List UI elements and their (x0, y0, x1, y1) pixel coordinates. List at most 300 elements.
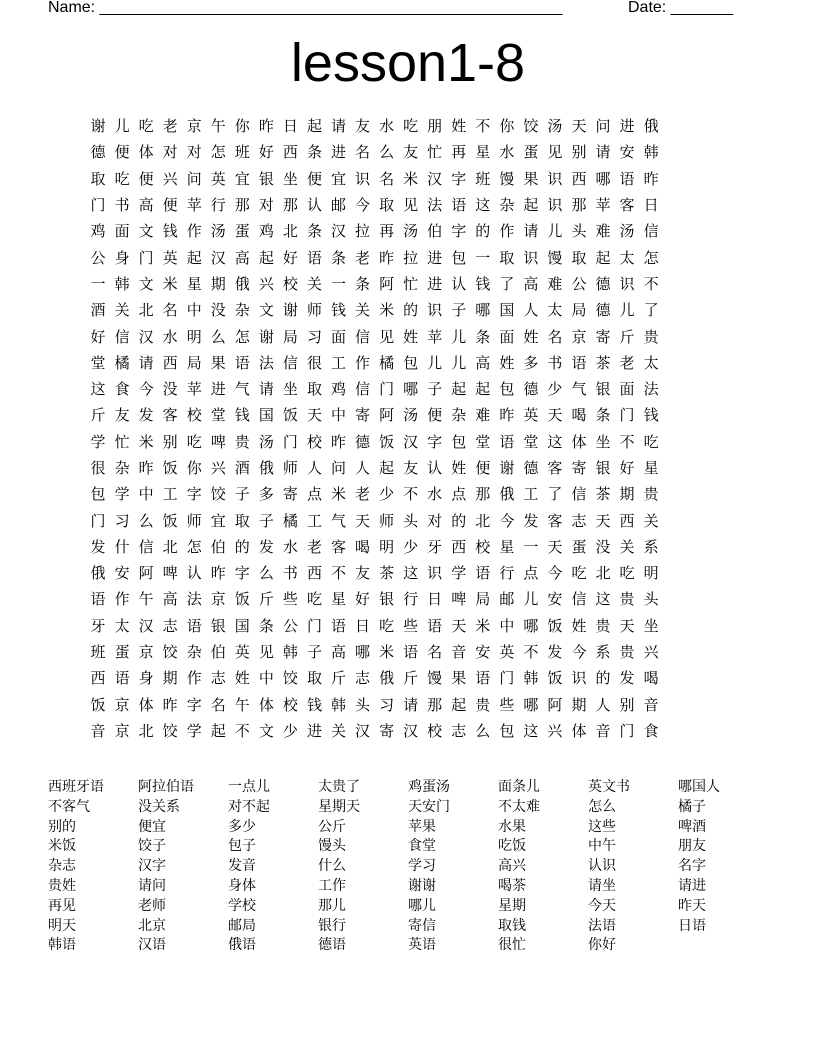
grid-cell[interactable]: 钱 (306, 695, 322, 714)
grid-cell[interactable]: 今 (499, 511, 515, 530)
grid-cell[interactable]: 子 (258, 511, 274, 530)
grid-cell[interactable]: 取 (306, 380, 322, 399)
grid-cell[interactable]: 伯 (427, 222, 443, 241)
grid-cell[interactable]: 局 (282, 327, 298, 346)
grid-cell[interactable]: 难 (547, 274, 563, 293)
grid-cell[interactable]: 阿 (379, 274, 395, 293)
grid-cell[interactable]: 字 (186, 485, 202, 504)
grid-cell[interactable]: 这 (595, 590, 611, 609)
grid-cell[interactable]: 饺 (282, 669, 298, 688)
grid-cell[interactable]: 起 (451, 380, 467, 399)
grid-cell[interactable]: 阿 (547, 695, 563, 714)
grid-cell[interactable]: 饭 (162, 459, 178, 477)
grid-cell[interactable]: 斤 (403, 669, 419, 688)
grid-cell[interactable]: 高 (475, 353, 491, 372)
grid-cell[interactable]: 京 (571, 327, 587, 346)
grid-cell[interactable]: 吃 (619, 564, 635, 583)
grid-cell[interactable]: 西 (90, 669, 106, 688)
grid-cell[interactable]: 见 (379, 327, 395, 346)
grid-cell[interactable]: 书 (547, 353, 563, 372)
grid-cell[interactable]: 条 (355, 274, 371, 293)
grid-cell[interactable]: 请 (595, 143, 611, 162)
grid-cell[interactable]: 作 (499, 222, 515, 241)
grid-cell[interactable]: 一 (523, 537, 539, 556)
grid-cell[interactable]: 天 (547, 537, 563, 556)
grid-cell[interactable]: 便 (162, 196, 178, 215)
grid-cell[interactable]: 儿 (451, 353, 467, 372)
grid-cell[interactable]: 那 (282, 196, 298, 215)
grid-cell[interactable]: 怎 (210, 143, 226, 162)
grid-cell[interactable]: 头 (571, 222, 587, 241)
grid-cell[interactable]: 吃 (114, 169, 130, 188)
grid-cell[interactable]: 贵 (619, 590, 635, 609)
grid-cell[interactable]: 学 (186, 721, 202, 740)
grid-cell[interactable]: 鸡 (330, 380, 346, 399)
grid-cell[interactable]: 茶 (379, 564, 395, 583)
grid-cell[interactable]: 难 (475, 406, 491, 425)
grid-cell[interactable]: 谢 (499, 459, 515, 477)
grid-cell[interactable]: 条 (330, 248, 346, 267)
grid-cell[interactable]: 身 (114, 248, 130, 267)
grid-cell[interactable]: 好 (355, 590, 371, 609)
grid-cell[interactable]: 贵 (595, 616, 611, 635)
grid-cell[interactable]: 德 (355, 432, 371, 451)
grid-cell[interactable]: 些 (499, 695, 515, 714)
grid-cell[interactable]: 哪 (523, 616, 539, 635)
grid-cell[interactable]: 友 (355, 564, 371, 583)
grid-cell[interactable]: 哪 (403, 380, 419, 399)
grid-cell[interactable]: 起 (451, 695, 467, 714)
grid-cell[interactable]: 怎 (234, 327, 250, 346)
grid-cell[interactable]: 安 (475, 643, 491, 662)
grid-cell[interactable]: 杂 (234, 301, 250, 320)
grid-cell[interactable]: 贵 (619, 643, 635, 662)
grid-cell[interactable]: 明 (379, 537, 395, 556)
grid-cell[interactable]: 今 (547, 564, 563, 583)
grid-cell[interactable]: 你 (499, 117, 515, 136)
grid-cell[interactable]: 兴 (258, 274, 274, 293)
grid-cell[interactable]: 点 (306, 485, 322, 504)
grid-cell[interactable]: 识 (427, 564, 443, 583)
grid-cell[interactable]: 英 (162, 248, 178, 267)
grid-cell[interactable]: 进 (427, 248, 443, 267)
grid-cell[interactable]: 人 (355, 459, 371, 477)
grid-cell[interactable]: 天 (595, 511, 611, 530)
grid-cell[interactable]: 不 (475, 117, 491, 136)
grid-cell[interactable]: 吃 (306, 590, 322, 609)
grid-cell[interactable]: 信 (571, 590, 587, 609)
grid-cell[interactable]: 请 (330, 117, 346, 136)
grid-cell[interactable]: 韩 (114, 274, 130, 293)
grid-cell[interactable]: 校 (306, 432, 322, 451)
grid-cell[interactable]: 作 (114, 590, 130, 609)
grid-cell[interactable]: 谢 (90, 117, 106, 136)
grid-cell[interactable]: 作 (186, 669, 202, 688)
grid-cell[interactable]: 日 (427, 590, 443, 609)
grid-cell[interactable]: 没 (595, 537, 611, 556)
grid-cell[interactable]: 儿 (114, 117, 130, 136)
grid-cell[interactable]: 系 (643, 537, 659, 556)
grid-cell[interactable]: 包 (451, 432, 467, 451)
grid-cell[interactable]: 见 (403, 196, 419, 215)
grid-cell[interactable]: 学 (90, 432, 106, 451)
grid-cell[interactable]: 书 (282, 564, 298, 583)
grid-cell[interactable]: 儿 (427, 353, 443, 372)
grid-cell[interactable]: 包 (451, 248, 467, 267)
grid-cell[interactable]: 天 (547, 406, 563, 425)
grid-cell[interactable]: 关 (114, 301, 130, 320)
grid-cell[interactable]: 这 (90, 380, 106, 399)
grid-cell[interactable]: 老 (355, 248, 371, 267)
grid-cell[interactable]: 见 (258, 643, 274, 662)
grid-cell[interactable]: 识 (547, 169, 563, 188)
grid-cell[interactable]: 语 (451, 196, 467, 215)
grid-cell[interactable]: 发 (258, 537, 274, 556)
grid-cell[interactable]: 信 (643, 222, 659, 241)
grid-cell[interactable]: 饭 (282, 406, 298, 425)
grid-cell[interactable]: 吃 (403, 117, 419, 136)
grid-cell[interactable]: 杂 (114, 459, 130, 477)
grid-cell[interactable]: 公 (90, 248, 106, 267)
grid-cell[interactable]: 头 (643, 590, 659, 609)
grid-cell[interactable]: 语 (403, 643, 419, 662)
grid-cell[interactable]: 姓 (403, 327, 419, 346)
grid-cell[interactable]: 贵 (475, 695, 491, 714)
grid-cell[interactable]: 不 (643, 274, 659, 293)
grid-cell[interactable]: 的 (475, 222, 491, 241)
grid-cell[interactable]: 老 (162, 117, 178, 136)
grid-cell[interactable]: 忙 (114, 432, 130, 451)
grid-cell[interactable]: 语 (90, 590, 106, 609)
grid-cell[interactable]: 语 (475, 669, 491, 688)
grid-cell[interactable]: 谢 (258, 327, 274, 346)
grid-cell[interactable]: 米 (403, 169, 419, 188)
grid-cell[interactable]: 门 (499, 669, 515, 688)
grid-cell[interactable]: 志 (210, 669, 226, 688)
grid-cell[interactable]: 音 (451, 643, 467, 662)
grid-cell[interactable]: 文 (258, 721, 274, 740)
grid-cell[interactable]: 北 (138, 301, 154, 320)
grid-cell[interactable]: 客 (619, 196, 635, 215)
grid-cell[interactable]: 么 (379, 143, 395, 162)
grid-cell[interactable]: 姓 (499, 353, 515, 372)
grid-cell[interactable]: 西 (306, 564, 322, 583)
grid-cell[interactable]: 气 (571, 380, 587, 399)
grid-cell[interactable]: 高 (523, 274, 539, 293)
grid-cell[interactable]: 昨 (162, 695, 178, 714)
grid-cell[interactable]: 校 (282, 695, 298, 714)
grid-cell[interactable]: 牙 (90, 616, 106, 635)
grid-cell[interactable]: 日 (355, 616, 371, 635)
grid-cell[interactable]: 饺 (210, 485, 226, 504)
grid-cell[interactable]: 忙 (427, 143, 443, 162)
grid-cell[interactable]: 中 (330, 406, 346, 425)
grid-cell[interactable]: 蛋 (234, 222, 250, 241)
grid-cell[interactable]: 苹 (186, 380, 202, 399)
grid-cell[interactable]: 名 (379, 169, 395, 188)
grid-cell[interactable]: 少 (379, 485, 395, 504)
grid-cell[interactable]: 酒 (90, 301, 106, 320)
grid-cell[interactable]: 音 (90, 721, 106, 740)
grid-cell[interactable]: 朋 (427, 117, 443, 136)
grid-cell[interactable]: 果 (523, 169, 539, 188)
grid-cell[interactable]: 饺 (162, 643, 178, 662)
grid-cell[interactable]: 汤 (403, 406, 419, 425)
grid-cell[interactable]: 星 (330, 590, 346, 609)
grid-cell[interactable]: 问 (330, 459, 346, 477)
grid-cell[interactable]: 坐 (282, 169, 298, 188)
grid-cell[interactable]: 银 (379, 590, 395, 609)
grid-cell[interactable]: 多 (258, 485, 274, 504)
grid-cell[interactable]: 了 (643, 301, 659, 320)
grid-cell[interactable]: 认 (306, 196, 322, 215)
grid-cell[interactable]: 吃 (138, 117, 154, 136)
grid-cell[interactable]: 钱 (643, 406, 659, 425)
grid-cell[interactable]: 字 (451, 169, 467, 188)
grid-cell[interactable]: 橘 (379, 353, 395, 372)
grid-cell[interactable]: 门 (619, 406, 635, 425)
grid-cell[interactable]: 斤 (90, 406, 106, 425)
grid-cell[interactable]: 么 (258, 564, 274, 583)
grid-cell[interactable]: 汤 (403, 222, 419, 241)
grid-cell[interactable]: 头 (355, 695, 371, 714)
grid-cell[interactable]: 水 (282, 537, 298, 556)
grid-cell[interactable]: 没 (210, 301, 226, 320)
grid-cell[interactable]: 关 (330, 721, 346, 740)
grid-cell[interactable]: 系 (595, 643, 611, 662)
grid-cell[interactable]: 北 (162, 537, 178, 556)
grid-cell[interactable]: 行 (499, 564, 515, 583)
grid-cell[interactable]: 俄 (379, 669, 395, 688)
grid-cell[interactable]: 贵 (234, 432, 250, 451)
grid-cell[interactable]: 多 (523, 353, 539, 372)
grid-cell[interactable]: 谢 (282, 301, 298, 320)
grid-cell[interactable]: 堂 (475, 432, 491, 451)
grid-cell[interactable]: 米 (379, 301, 395, 320)
grid-cell[interactable]: 气 (330, 511, 346, 530)
grid-cell[interactable]: 这 (475, 196, 491, 215)
grid-cell[interactable]: 发 (90, 537, 106, 556)
grid-cell[interactable]: 饺 (162, 721, 178, 740)
grid-cell[interactable]: 京 (138, 643, 154, 662)
grid-cell[interactable]: 条 (595, 406, 611, 425)
grid-cell[interactable]: 老 (619, 353, 635, 372)
grid-cell[interactable]: 伯 (210, 643, 226, 662)
grid-cell[interactable]: 今 (571, 643, 587, 662)
grid-cell[interactable]: 水 (427, 485, 443, 504)
grid-cell[interactable]: 校 (475, 537, 491, 556)
grid-cell[interactable]: 语 (186, 616, 202, 635)
grid-cell[interactable]: 茶 (595, 353, 611, 372)
grid-cell[interactable]: 天 (306, 406, 322, 425)
grid-cell[interactable]: 进 (210, 380, 226, 399)
grid-cell[interactable]: 哪 (355, 643, 371, 662)
grid-cell[interactable]: 关 (643, 511, 659, 530)
grid-cell[interactable]: 那 (427, 695, 443, 714)
grid-cell[interactable]: 老 (306, 537, 322, 556)
grid-cell[interactable]: 宜 (210, 511, 226, 530)
grid-cell[interactable]: 的 (451, 511, 467, 530)
grid-cell[interactable]: 馒 (427, 669, 443, 688)
grid-cell[interactable]: 局 (571, 301, 587, 320)
grid-cell[interactable]: 包 (499, 380, 515, 399)
grid-cell[interactable]: 信 (114, 327, 130, 346)
grid-cell[interactable]: 喝 (571, 406, 587, 425)
grid-cell[interactable]: 酒 (234, 459, 250, 477)
grid-cell[interactable]: 杂 (451, 406, 467, 425)
grid-cell[interactable]: 包 (90, 485, 106, 504)
grid-cell[interactable]: 寄 (571, 459, 587, 477)
grid-cell[interactable]: 拉 (355, 222, 371, 241)
grid-cell[interactable]: 音 (595, 721, 611, 740)
grid-cell[interactable]: 工 (523, 485, 539, 504)
grid-cell[interactable]: 德 (523, 459, 539, 477)
grid-cell[interactable]: 校 (427, 721, 443, 740)
grid-cell[interactable]: 班 (90, 643, 106, 662)
grid-cell[interactable]: 发 (138, 406, 154, 425)
grid-cell[interactable]: 饭 (90, 695, 106, 714)
grid-cell[interactable]: 兴 (162, 169, 178, 188)
grid-cell[interactable]: 友 (403, 143, 419, 162)
grid-cell[interactable]: 拉 (403, 248, 419, 267)
grid-cell[interactable]: 好 (90, 327, 106, 346)
grid-cell[interactable]: 志 (162, 616, 178, 635)
grid-cell[interactable]: 语 (306, 248, 322, 267)
grid-cell[interactable]: 门 (379, 380, 395, 399)
grid-cell[interactable]: 少 (282, 721, 298, 740)
grid-cell[interactable]: 少 (403, 537, 419, 556)
grid-cell[interactable]: 兴 (210, 459, 226, 477)
grid-cell[interactable]: 堂 (210, 406, 226, 425)
grid-cell[interactable]: 信 (282, 353, 298, 372)
grid-cell[interactable]: 起 (595, 248, 611, 267)
grid-cell[interactable]: 不 (523, 643, 539, 662)
grid-cell[interactable]: 没 (162, 380, 178, 399)
grid-cell[interactable]: 子 (234, 485, 250, 504)
grid-cell[interactable]: 体 (571, 432, 587, 451)
grid-cell[interactable]: 京 (186, 117, 202, 136)
grid-cell[interactable]: 别 (162, 432, 178, 451)
grid-cell[interactable]: 坐 (595, 432, 611, 451)
grid-cell[interactable]: 文 (258, 301, 274, 320)
grid-cell[interactable]: 俄 (258, 459, 274, 477)
grid-cell[interactable]: 英 (499, 643, 515, 662)
grid-cell[interactable]: 字 (234, 564, 250, 583)
grid-cell[interactable]: 寄 (379, 721, 395, 740)
grid-cell[interactable]: 信 (355, 380, 371, 399)
grid-cell[interactable]: 法 (258, 353, 274, 372)
grid-cell[interactable]: 英 (523, 406, 539, 425)
grid-cell[interactable]: 习 (114, 511, 130, 530)
grid-cell[interactable]: 兴 (643, 643, 659, 662)
grid-cell[interactable]: 文 (138, 274, 154, 293)
grid-cell[interactable]: 对 (427, 511, 443, 530)
grid-cell[interactable]: 气 (234, 380, 250, 399)
grid-cell[interactable]: 识 (571, 669, 587, 688)
grid-cell[interactable]: 好 (619, 459, 635, 477)
grid-cell[interactable]: 一 (90, 274, 106, 293)
grid-cell[interactable]: 明 (643, 564, 659, 583)
grid-cell[interactable]: 姓 (571, 616, 587, 635)
grid-cell[interactable]: 西 (282, 143, 298, 162)
grid-cell[interactable]: 校 (282, 274, 298, 293)
grid-cell[interactable]: 昨 (138, 459, 154, 477)
grid-cell[interactable]: 姓 (234, 669, 250, 688)
grid-cell[interactable]: 英 (234, 643, 250, 662)
grid-cell[interactable]: 些 (282, 590, 298, 609)
grid-cell[interactable]: 子 (427, 380, 443, 399)
grid-cell[interactable]: 语 (619, 169, 635, 188)
grid-cell[interactable]: 儿 (619, 301, 635, 320)
grid-cell[interactable]: 子 (451, 301, 467, 320)
grid-cell[interactable]: 包 (403, 353, 419, 372)
grid-cell[interactable]: 钱 (330, 301, 346, 320)
name-field[interactable]: Name: ____________________________________________________ (48, 0, 563, 16)
grid-cell[interactable]: 星 (499, 537, 515, 556)
grid-cell[interactable]: 果 (451, 669, 467, 688)
grid-cell[interactable]: 银 (595, 380, 611, 399)
grid-cell[interactable]: 起 (258, 248, 274, 267)
grid-cell[interactable]: 请 (523, 222, 539, 241)
grid-cell[interactable]: 太 (114, 616, 130, 635)
grid-cell[interactable]: 明 (186, 327, 202, 346)
grid-cell[interactable]: 请 (258, 380, 274, 399)
grid-cell[interactable]: 的 (595, 669, 611, 688)
grid-cell[interactable]: 天 (619, 616, 635, 635)
grid-cell[interactable]: 学 (451, 564, 467, 583)
grid-cell[interactable]: 中 (186, 301, 202, 320)
grid-cell[interactable]: 么 (475, 721, 491, 740)
grid-cell[interactable]: 西 (451, 537, 467, 556)
grid-cell[interactable]: 书 (114, 196, 130, 215)
grid-cell[interactable]: 很 (90, 459, 106, 477)
grid-cell[interactable]: 起 (475, 380, 491, 399)
grid-cell[interactable]: 哪 (595, 169, 611, 188)
grid-cell[interactable]: 杂 (499, 196, 515, 215)
grid-cell[interactable]: 食 (114, 380, 130, 399)
grid-cell[interactable]: 星 (475, 143, 491, 162)
grid-cell[interactable]: 苹 (186, 196, 202, 215)
grid-cell[interactable]: 工 (162, 485, 178, 504)
grid-cell[interactable]: 包 (499, 721, 515, 740)
grid-cell[interactable]: 邮 (330, 196, 346, 215)
grid-cell[interactable]: 请 (403, 695, 419, 714)
grid-cell[interactable]: 了 (499, 274, 515, 293)
grid-cell[interactable]: 门 (90, 511, 106, 530)
grid-cell[interactable]: 门 (138, 248, 154, 267)
grid-cell[interactable]: 发 (619, 669, 635, 688)
grid-cell[interactable]: 韩 (330, 695, 346, 714)
grid-cell[interactable]: 局 (475, 590, 491, 609)
grid-cell[interactable]: 喝 (355, 537, 371, 556)
grid-cell[interactable]: 那 (475, 485, 491, 504)
grid-cell[interactable]: 汉 (427, 169, 443, 188)
grid-cell[interactable]: 识 (547, 196, 563, 215)
grid-cell[interactable]: 师 (186, 511, 202, 530)
grid-cell[interactable]: 钱 (475, 274, 491, 293)
grid-cell[interactable]: 汉 (210, 248, 226, 267)
grid-cell[interactable]: 行 (403, 590, 419, 609)
grid-cell[interactable]: 这 (403, 564, 419, 583)
grid-cell[interactable]: 斤 (619, 327, 635, 346)
grid-cell[interactable]: 堂 (90, 353, 106, 372)
grid-cell[interactable]: 名 (427, 643, 443, 662)
grid-cell[interactable]: 少 (547, 380, 563, 399)
grid-cell[interactable]: 取 (379, 196, 395, 215)
grid-cell[interactable]: 友 (355, 117, 371, 136)
grid-cell[interactable]: 关 (306, 274, 322, 293)
grid-cell[interactable]: 习 (306, 327, 322, 346)
